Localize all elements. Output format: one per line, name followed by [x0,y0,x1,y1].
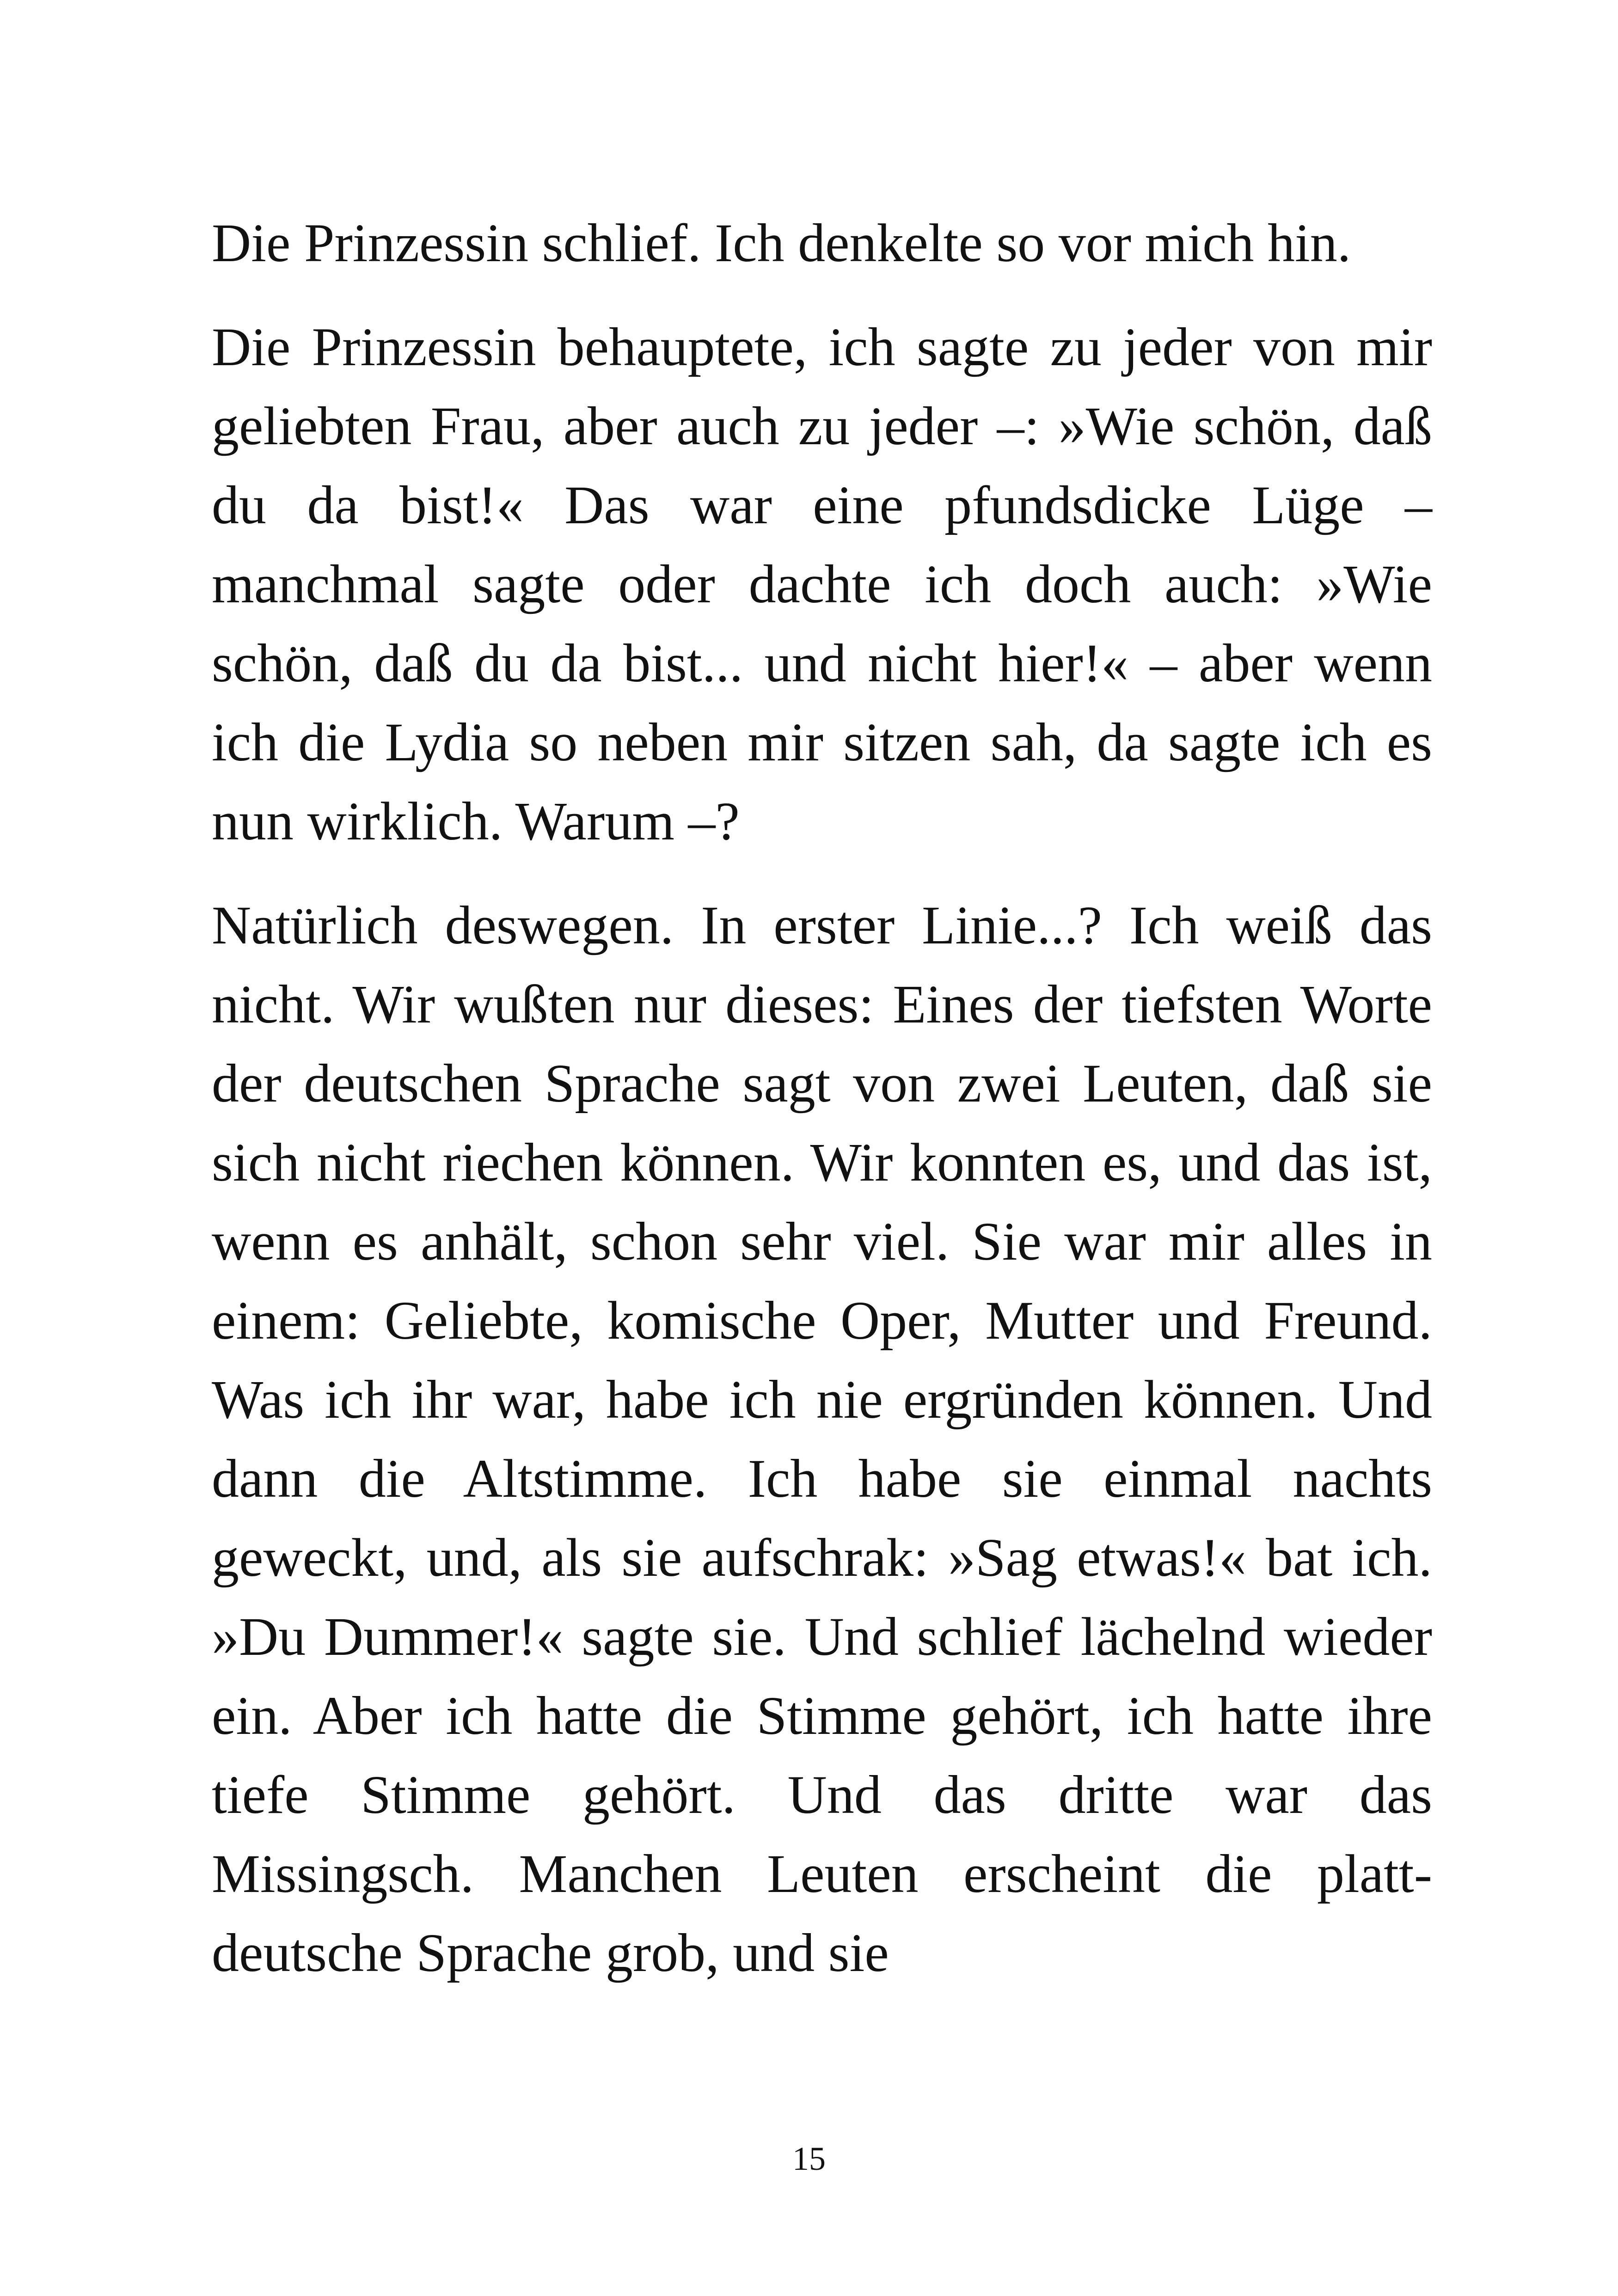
page-number: 15 [792,2140,826,2177]
body-text [212,203,1432,1992]
paragraph-2: Die Prinzessin behauptete, ich sagte zu jeder von mir geliebten Frau, aber auch zu jeder –: »Wie schön, daß du da bist!« Das war eine pfundsdicke Lüge – manchmal sagte oder dachte ich doch auch: »Wie schön, daß du da bist... und nicht hier!« – aber wenn ich die Lydia so neben mir sitzen sah, da sagte ich es nun wirklich. Warum –? [212,317,1432,851]
paragraph-3: Natürlich deswegen. In erster Linie...? Ich weiß das nicht. Wir wußten nur dieses: Eines der tiefsten Worte der deutschen Sprache sagt von zwei Leuten, daß sie sich nicht riechen können. Wir konnten es, und das ist, wenn es anhält, schon sehr viel. Sie war mir alles in einem: Geliebte, komische Oper, Mutter und Freund. Was ich ihr war, habe ich nie ergründen können. Und dann die Altstimme. Ich habe sie einmal nachts geweckt, und, als sie aufschrak: »Sag etwas!« bat ich. »Du Dummer!« sagte sie. Und schlief lächelnd wieder ein. Aber ich hatte die Stimme gehört, ich hatte ihre tiefe Stimme gehört. Und das dritte war das Missingsch. Manchen Leuten erscheint die platt-deutsche Sprache grob, und sie [212,895,1432,1983]
paragraph-1: Die Prinzessin schlief. Ich denkelte so vor mich hin. [212,213,1351,273]
